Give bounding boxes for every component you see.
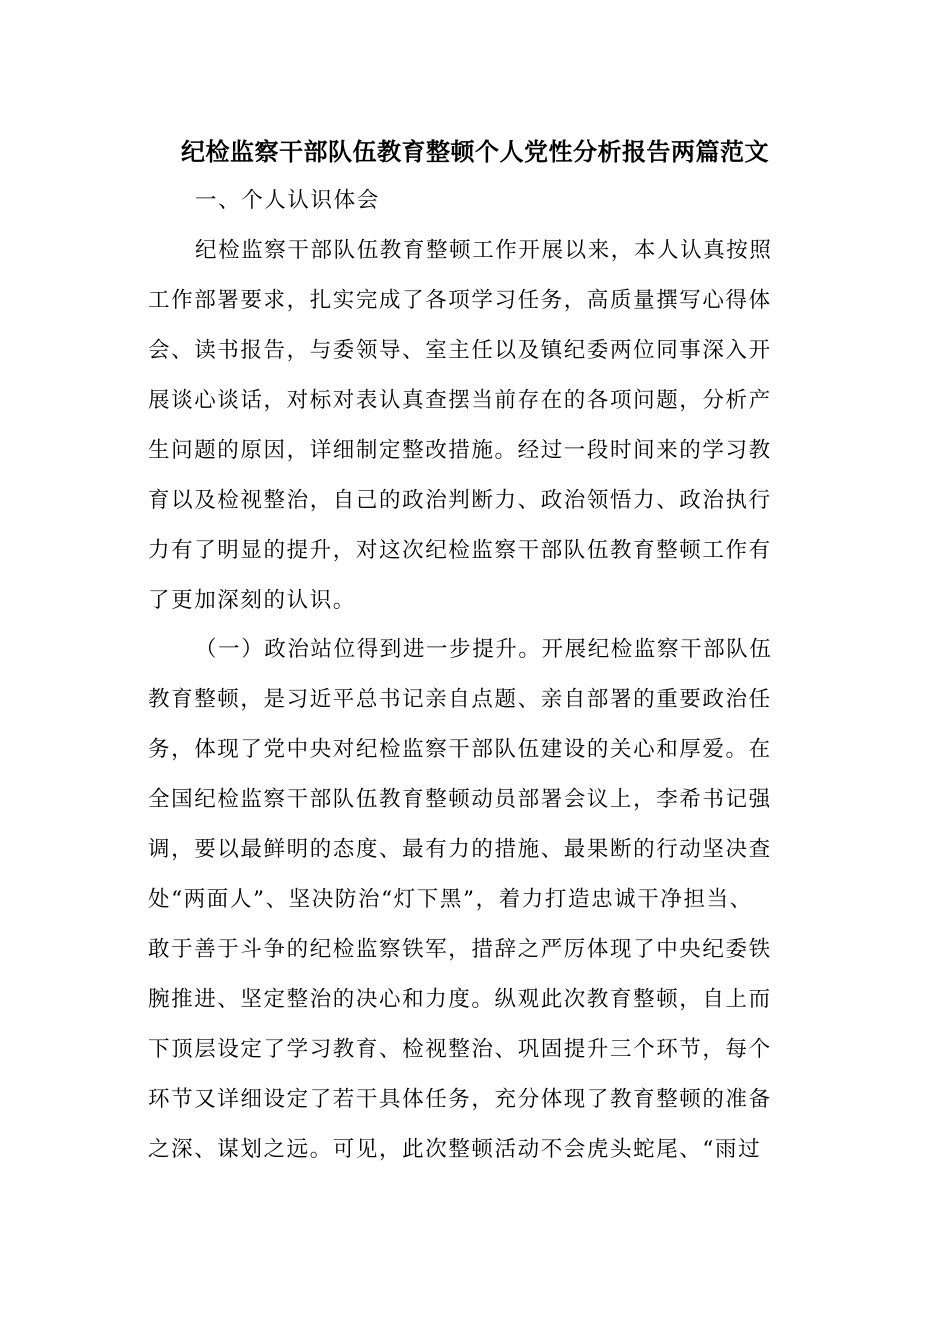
paragraph-1-line-3: 会、读书报告，与委领导、室主任以及镇纪委两位同事深入开 [148, 338, 772, 363]
paragraph-1-line-8: 了更加深刻的认识。 [148, 588, 356, 613]
paragraph-2-line-10: 环节又详细设定了若干具体任务，充分体现了教育整顿的准备 [148, 1087, 772, 1112]
paragraph-2-line-2: 教育整顿，是习近平总书记亲自点题、亲自部署的重要政治任 [148, 687, 772, 712]
paragraph-1-line-1: 纪检监察干部队伍教育整顿工作开展以来，本人认真按照 [195, 238, 773, 263]
paragraph-2-line-5: 调，要以最鲜明的态度、最有力的措施、最果断的行动坚决查 [148, 837, 772, 862]
paragraph-2-line-1: （一）政治站位得到进一步提升。开展纪检监察干部队伍 [195, 637, 773, 662]
paragraph-2-line-11: 之深、谋划之远。可见，此次整顿活动不会虎头蛇尾、“雨过 [148, 1137, 762, 1162]
document-title: 纪检监察干部队伍教育整顿个人党性分析报告两篇范文 [181, 138, 769, 166]
paragraph-1-line-5: 生问题的原因，详细制定整改措施。经过一段时间来的学习教 [148, 438, 772, 463]
paragraph-1-line-7: 力有了明显的提升，对这次纪检监察干部队伍教育整顿工作有 [148, 538, 772, 563]
paragraph-2-line-3: 务，体现了党中央对纪检监察干部队伍建设的关心和厚爱。在 [148, 737, 772, 762]
paragraph-2-line-8: 腕推进、坚定整治的决心和力度。纵观此次教育整顿，自上而 [148, 987, 772, 1012]
paragraph-2-line-7: 敢于善于斗争的纪检监察铁军，措辞之严厉体现了中央纪委铁 [148, 937, 772, 962]
paragraph-1-line-6: 育以及检视整治，自己的政治判断力、政治领悟力、政治执行 [148, 488, 772, 513]
paragraph-1-line-2: 工作部署要求，扎实完成了各项学习任务，高质量撰写心得体 [148, 288, 772, 313]
paragraph-2-line-4: 全国纪检监察干部队伍教育整顿动员部署会议上，李希书记强 [148, 787, 772, 812]
paragraph-2-line-9: 下顶层设定了学习教育、检视整治、巩固提升三个环节，每个 [148, 1037, 772, 1062]
paragraph-2-line-6: 处“两面人”、坚决防治“灯下黑”，着力打造忠诚干净担当、 [148, 887, 753, 912]
section-heading: 一、个人认识体会 [195, 188, 380, 213]
paragraph-1-line-4: 展谈心谈话，对标对表认真查摆当前存在的各项问题，分析产 [148, 388, 772, 413]
